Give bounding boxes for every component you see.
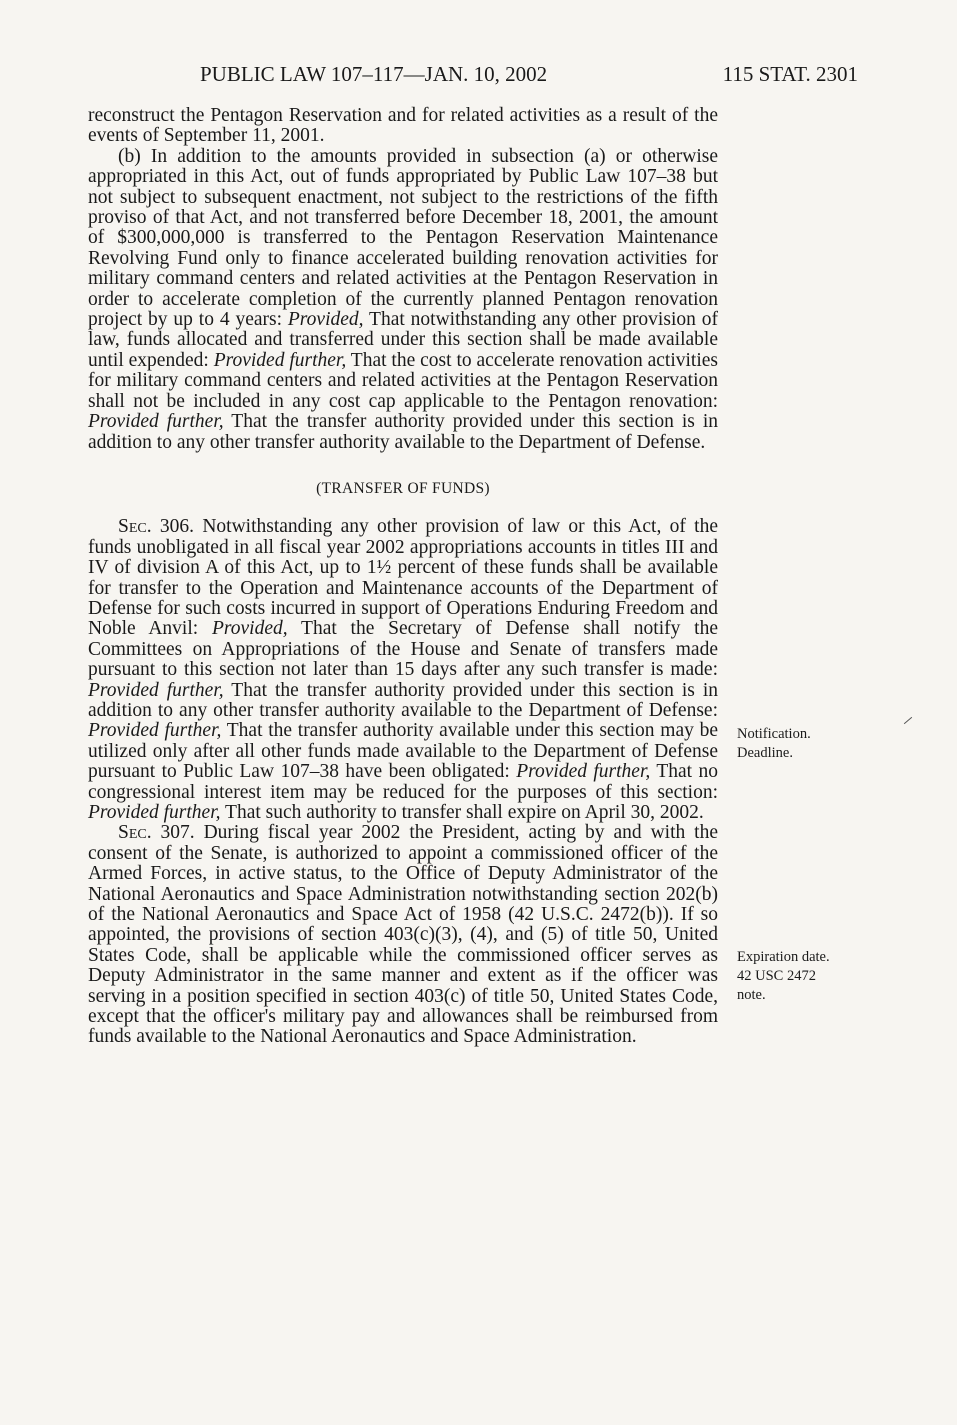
statute-page-number: 115 STAT. 2301	[722, 62, 858, 86]
paragraph-continuation: reconstruct the Pentagon Reservation and for related activities as a result of the events of September 11, 2001.	[88, 105, 718, 147]
margin-note-notification: Notification. Deadline.	[737, 726, 811, 761]
section-heading: (TRANSFER OF FUNDS)	[316, 479, 490, 497]
law-citation: PUBLIC LAW 107–117—JAN. 10, 2002	[200, 62, 548, 86]
pen-mark	[904, 717, 912, 724]
body-text	[88, 106, 718, 1048]
section-307: Sec. 307. During fiscal year 2002 the President, acting by and with the consent of the Senate, is authorized to appoint a commissioned officer of the Armed Forces, in active status, to the Office of Deputy Administrator of the National Aeronautics and Space Administration notwithstanding section 202(b) of the National Aeronautics and Space Act of 1958 (42 U.S.C. 2472(b)). If so appointed, the provisions of section 403(c)(3), (4), and (5) of title 50, United States Code, shall be applicable while the commissioned officer serves as Deputy Administrator in the same manner and extent as if the officer was serving in a position specified in section 403(c) of title 50, United States Code, except that the officer's military pay and allowances shall be reimbursed from funds available to the National Aeronautics and Space Administration.	[88, 822, 718, 1048]
margin-note-expiration: Expiration date. 42 USC 2472 note.	[737, 949, 830, 1003]
section-306: Sec. 306. Notwithstanding any other provision of law or this Act, of the funds unobligated in all fiscal year 2002 appropriations accounts in titles III and IV of division A of this Act, up to 1½ percent of these funds shall be available for transfer to the Operation and Maintenance accounts of the Department of Defense for such costs incurred in support of Operations Enduring Freedom and Noble Anvil: Provided, That the Secretary of Defense shall notify the Committees on Appropriations of the House and Senate of transfers made pursuant to this section not later than 15 days after any such transfer is made: Provided further, That the transfer authority provided under this section is in addition to any other transfer authority available to the Department of Defense: Provided further, That the transfer authority available under this section may be utilized only after all other funds made available to the Department of Defense pursuant to Public Law 107–38 have been obligated: Provided further, That no congressional interest item may be reduced for the purposes of this section: Provided further, That such authority to transfer shall expire on April 30, 2002.	[88, 516, 719, 823]
paragraph-subsection-b: (b) In addition to the amounts provided in subsection (a) or otherwise appropriated in this Act, out of funds appropriated by Public Law 107–38 but not subject to subsequent enactment, not subject to the restrictions of the fifth proviso of that Act, and not transferred before December 18, 2001, the amount of $300,000,000 is transferred to the Pentagon Reservation Maintenance Revolving Fund only to finance accelerated building renovation activities for military command centers and related activities at the Pentagon Reservation in order to accelerate completion of the currently planned Pentagon renovation project by up to 4 years: Provided, That notwithstanding any other provision of law, funds allocated and transferred under this section shall be made available until expended: Provided further, That the cost to accelerate renovation activities for military command centers and related activities at the Pentagon Reservation shall not be included in any cost cap applicable to the Pentagon renovation: Provided further, That the transfer authority provided under this section is in addition to any other transfer authority available to the Department of Defense.	[88, 145, 719, 453]
